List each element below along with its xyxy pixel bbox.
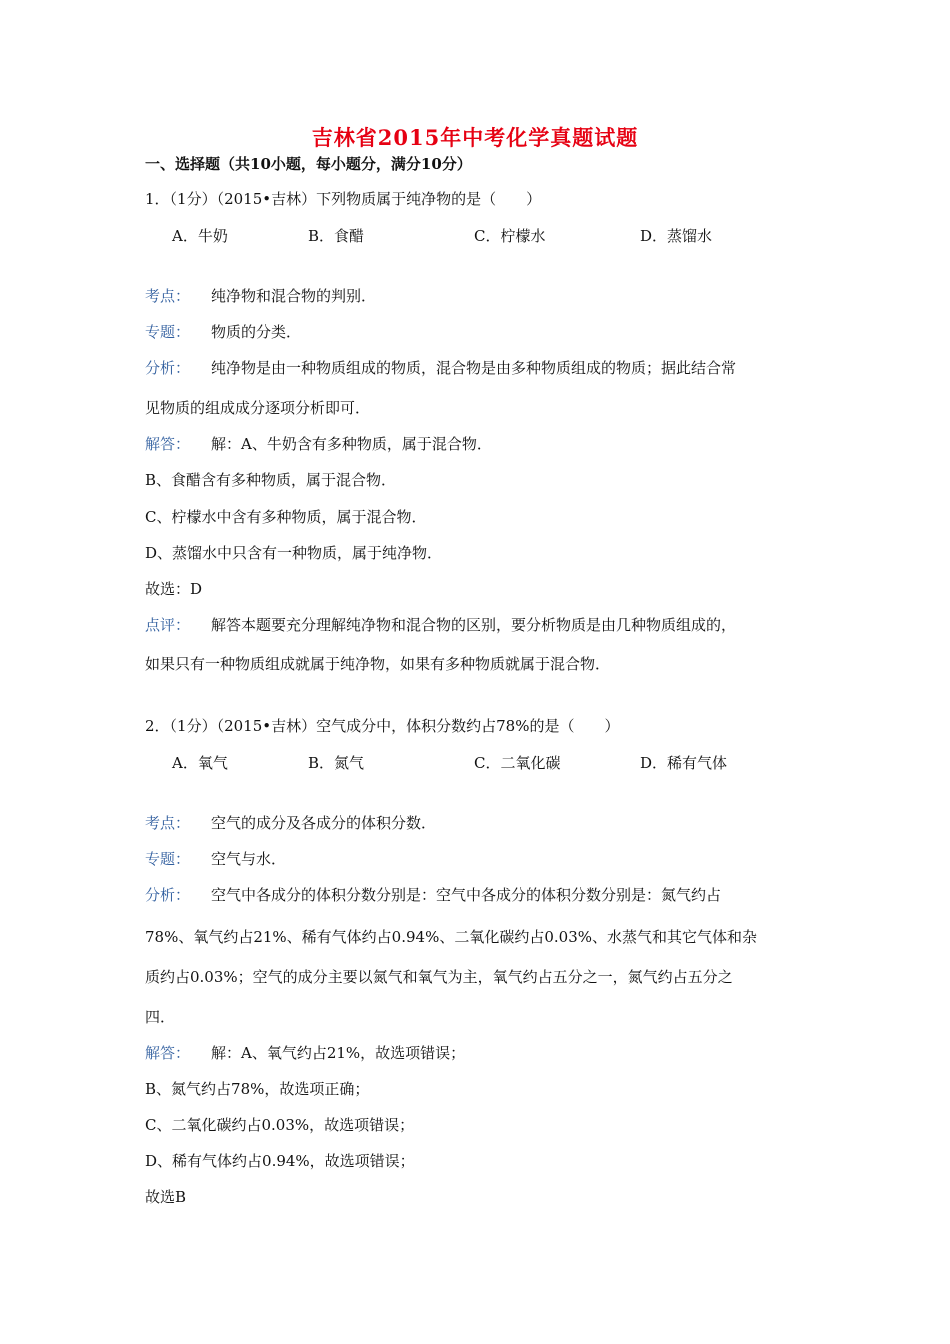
- q2-jieda-label: 解答：: [145, 1044, 191, 1062]
- q2-fenxi-text-1: 空气中各成分的体积分数分别是：空气中各成分的体积分数分别是：氮气约占: [211, 886, 722, 904]
- q1-kaodian-row: [145, 285, 376, 306]
- q1-option-b: B．食醋: [308, 227, 365, 245]
- q1-fenxi-text-2: 见物质的组成成分逐项分析即可．: [145, 399, 371, 417]
- q1-zhuanti-row: [145, 321, 301, 342]
- q1-kaodian-label: 考点：: [145, 287, 191, 305]
- q2-fenxi-text-2: 78%、氧气约占21%、稀有气体约占0.94%、二氧化碳约占0.03%、水蒸气和其它气体和杂: [145, 928, 757, 946]
- q1-option-c: C．柠檬水: [474, 227, 546, 245]
- q2-fenxi-row: [145, 884, 721, 905]
- q1-option-d: D．蒸馏水: [640, 227, 713, 245]
- q1-dianping-text-2: 如果只有一种物质组成就属于纯净物，如果有多种物质就属于混合物．: [145, 655, 611, 673]
- q2-fenxi-text-4: 四．: [145, 1008, 176, 1026]
- q1-fenxi-text-1: 纯净物是由一种物质组成的物质，混合物是由多种物质组成的物质；据此结合常: [211, 359, 737, 377]
- q1-jieda-label: 解答：: [145, 435, 191, 453]
- q2-option-c: C．二氧化碳: [474, 754, 561, 772]
- q2-kaodian-text: 空气的成分及各成分的体积分数．: [211, 814, 437, 832]
- q2-fenxi-label: 分析：: [145, 886, 191, 904]
- q2-jieda-text-2: B、氮气约占78%，故选项正确；: [145, 1080, 370, 1098]
- section-heading: 一、选择题（共10小题，每小题分，满分10分）: [145, 155, 472, 173]
- q1-zhuanti-label: 专题：: [145, 323, 191, 341]
- q1-answer: 故选：D: [145, 580, 203, 598]
- q1-kaodian-text: 纯净物和混合物的判别．: [211, 287, 377, 305]
- question-1-stem: 1．（1分）（2015•吉林）下列物质属于纯净物的是（ ）: [145, 190, 542, 208]
- q1-zhuanti-text: 物质的分类．: [211, 323, 302, 341]
- q1-dianping-text-1: 解答本题要充分理解纯净物和混合物的区别，要分析物质是由几种物质组成的，: [211, 616, 737, 634]
- q2-jieda-text-4: D、稀有气体约占0.94%，故选项错误；: [145, 1152, 415, 1170]
- q2-option-b: B．氮气: [308, 754, 365, 772]
- q2-kaodian-label: 考点：: [145, 814, 191, 832]
- q2-answer: 故选B: [145, 1188, 187, 1206]
- q2-jieda-row: [145, 1042, 465, 1063]
- q2-jieda-text-1: 解：A、氧气约占21%，故选项错误；: [211, 1044, 466, 1062]
- q2-jieda-text-3: C、二氧化碳约占0.03%，故选项错误；: [145, 1116, 415, 1134]
- q1-fenxi-label: 分析：: [145, 359, 191, 377]
- q1-jieda-text-1: 解：A、牛奶含有多种物质，属于混合物．: [211, 435, 492, 453]
- question-2-stem: 2．（1分）（2015•吉林）空气成分中，体积分数约占78%的是（ ）: [145, 717, 620, 735]
- q1-jieda-row: [145, 433, 492, 454]
- q2-zhuanti-text: 空气与水．: [211, 850, 287, 868]
- q1-fenxi-row: [145, 357, 736, 378]
- q1-jieda-text-3: C、柠檬水中含有多种物质，属于混合物．: [145, 508, 427, 526]
- q1-jieda-text-4: D、蒸馏水中只含有一种物质，属于纯净物．: [145, 544, 443, 562]
- q2-option-d: D．稀有气体: [640, 754, 728, 772]
- q2-option-a: A．氧气: [172, 754, 228, 772]
- q2-kaodian-row: [145, 812, 436, 833]
- q1-jieda-text-2: B、食醋含有多种物质，属于混合物．: [145, 471, 397, 489]
- q2-zhuanti-row: [145, 848, 286, 869]
- q2-zhuanti-label: 专题：: [145, 850, 191, 868]
- q1-option-a: A．牛奶: [172, 227, 228, 245]
- q1-dianping-row: [145, 614, 736, 635]
- q2-fenxi-text-3: 质约占0.03%；空气的成分主要以氮气和氧气为主，氧气约占五分之一，氮气约占五分之: [145, 968, 733, 986]
- q1-dianping-label: 点评：: [145, 616, 191, 634]
- page-title: 吉林省2015年中考化学真题试题: [311, 125, 639, 150]
